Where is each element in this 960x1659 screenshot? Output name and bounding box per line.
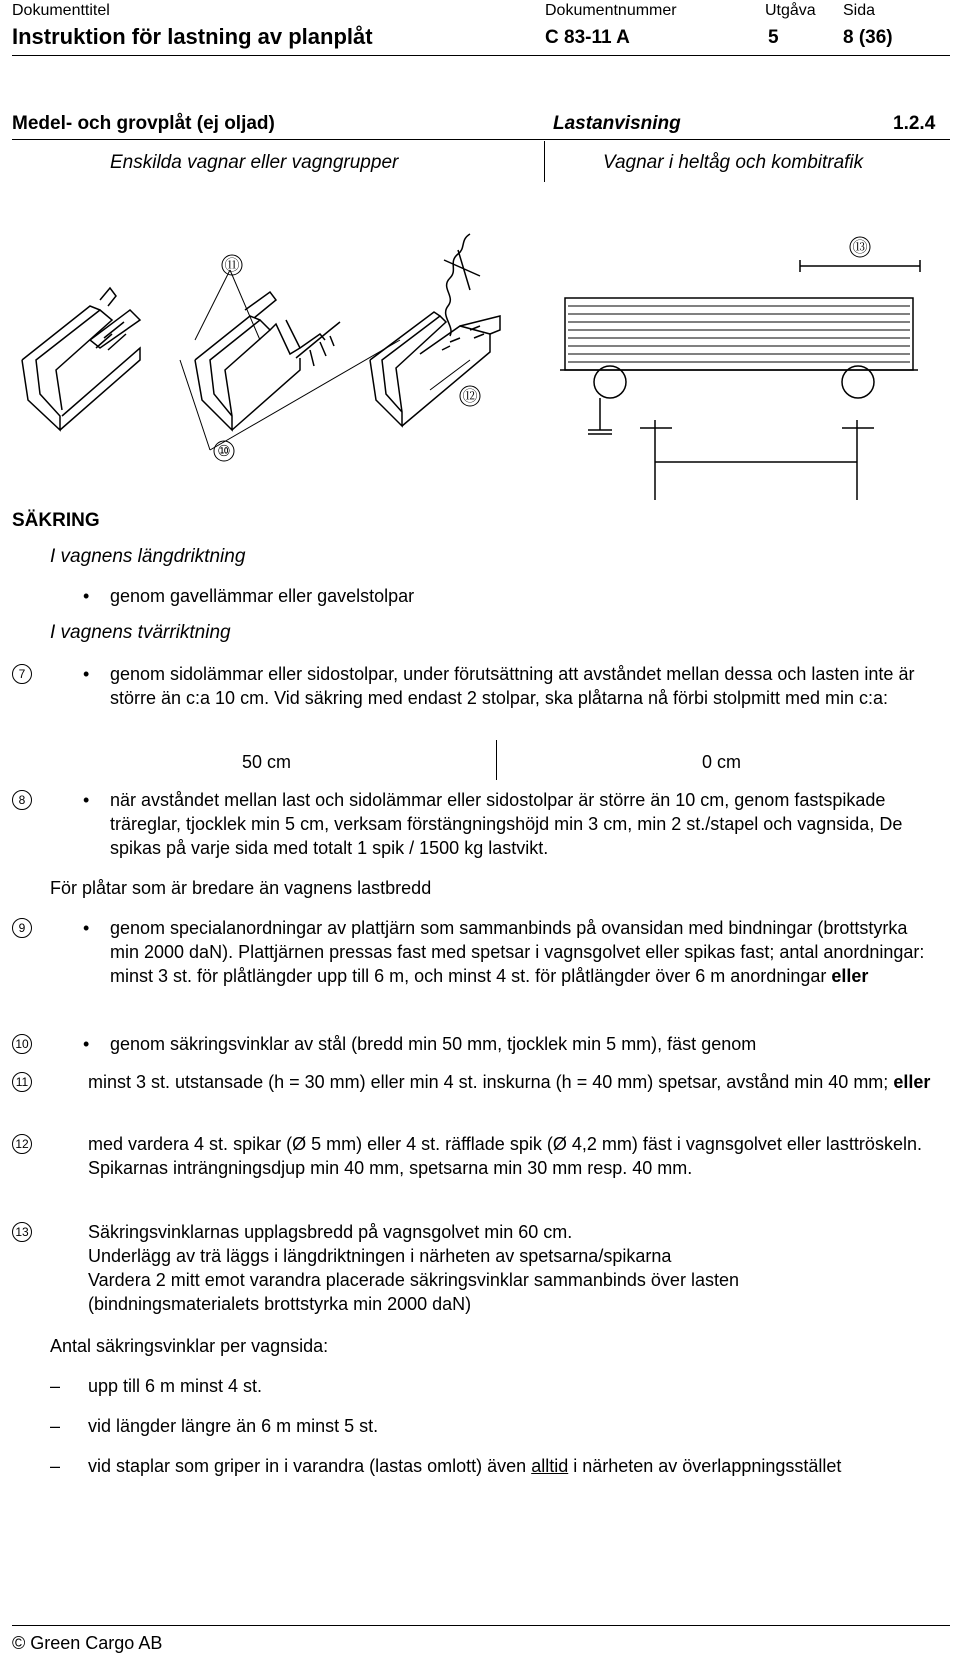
dash: –: [50, 1456, 61, 1476]
copyright: © Green Cargo AB: [12, 1633, 163, 1653]
doc-title-label: Dokumenttitel: [12, 2, 110, 19]
marker-9: 9: [12, 918, 32, 938]
instruction-title: Lastanvisning: [553, 113, 681, 134]
dash-item-1: upp till 6 m minst 4 st.: [88, 1376, 263, 1396]
bullet: •: [83, 586, 90, 606]
caption-divider: [544, 141, 545, 182]
marker-11-label: ⑪: [224, 257, 240, 274]
value-divider: [496, 740, 497, 780]
dash: –: [50, 1376, 61, 1396]
item-10-text: genom säkringsvinklar av stål (bredd min 50 mm, tjocklek min 5 mm), fäst genom: [110, 1034, 757, 1054]
marker-12: 12: [12, 1134, 32, 1154]
item-13-line: (bindningsmaterialets brottstyrka min 2000 daN): [88, 1294, 472, 1314]
marker-10: 10: [12, 1034, 32, 1054]
page-number: 8 (36): [843, 27, 893, 48]
doc-number-label: Dokumentnummer: [545, 2, 677, 19]
marker-10-label: ⑩: [217, 443, 231, 460]
page-label: Sida: [843, 2, 876, 19]
marker-7: 7: [12, 664, 32, 684]
footer-divider: [12, 1625, 950, 1626]
bullet: •: [83, 918, 90, 938]
bullet: •: [83, 664, 90, 684]
dash-item-2: vid längder längre än 6 m minst 5 st.: [88, 1416, 379, 1436]
right-caption: Vagnar i heltåg och kombitrafik: [603, 152, 864, 173]
wagon-sketch: [560, 260, 920, 500]
count-label: Antal säkringsvinklar per vagnsida:: [50, 1336, 329, 1356]
securing-angle-sketch-1: [22, 288, 140, 430]
left-value: 50 cm: [242, 752, 292, 772]
transverse-label: I vagnens tvärriktning: [50, 622, 231, 643]
securing-angle-sketch-3: [370, 234, 500, 426]
section-number: 1.2.4: [893, 113, 936, 134]
item-13-line: Säkringsvinklarnas upplagsbredd på vagnsgolvet min 60 cm.: [88, 1222, 573, 1242]
doc-title: Instruktion för lastning av planplåt: [12, 24, 373, 49]
dash-item-3: vid staplar som griper in i varandra (lastas omlott) även alltid i närheten av överlappningsstället: [88, 1456, 842, 1476]
section-divider: [12, 139, 950, 140]
bullet: •: [83, 790, 90, 810]
header-divider: [12, 55, 950, 56]
longitudinal-label: I vagnens längdriktning: [50, 546, 246, 567]
item-8-text: när avståndet mellan last och sidolämmar eller sidostolpar är större än 10 cm, genom fastspikade träreglar, tjocklek min 5 cm, verksam förstängningshöjd min 3 cm, min 2 st./stapel och vagnsida, De spikas på varje sida med totalt 1 spik / 1500 kg lastvikt.: [110, 790, 903, 858]
product-title: Medel- och grovplåt (ej oljad): [12, 113, 275, 134]
securing-angle-sketch-2: [195, 292, 340, 430]
edition-label: Utgåva: [765, 2, 816, 19]
wide-plates-label: För plåtar som är bredare än vagnens lastbredd: [50, 878, 432, 898]
dash-item-3-underline: alltid: [531, 1456, 569, 1476]
marker-13-label: ⑬: [852, 239, 868, 256]
marker-8: 8: [12, 790, 32, 810]
securing-illustration: [0, 230, 960, 500]
item-11-bold: eller: [893, 1072, 931, 1092]
item-9-text: genom specialanordningar av plattjärn som sammanbinds på ovansidan med bindningar (brottstyrka min 2000 daN). Plattjärnen pressas fast med spetsar i vagnsgolvet eller spikas fast; antal anordningar: minst 3 st. för plåtlängder upp till 6 m, och minst 4 st. för plåtlängder över 6 m anordningar eller: [110, 918, 925, 986]
item-11-text: minst 3 st. utstansade (h = 30 mm) eller min 4 st. inskurna (h = 40 mm) spetsar, avstånd min 40 mm; eller: [88, 1072, 931, 1092]
item-7-text: genom sidolämmar eller sidostolpar, under förutsättning att avståndet mellan dessa och lasten inte är större än c:a 10 cm. Vid säkring med endast 2 stolpar, ska plåtarna nå förbi stolpmitt med min c:a:: [110, 664, 915, 708]
item-12-text: med vardera 4 st. spikar (Ø 5 mm) eller 4 st. räfflade spik (Ø 4,2 mm) fäst i vagnsgolvet eller lasttröskeln. Spikarnas inträngningsdjup min 40 mm, spetsarna min 30 mm resp. 40 mm.: [88, 1134, 922, 1178]
marker-12-label: ⑫: [462, 388, 478, 405]
item-13-line: Vardera 2 mitt emot varandra placerade säkringsvinklar sammanbinds över lasten: [88, 1270, 739, 1290]
longitudinal-item: genom gavellämmar eller gavelstolpar: [110, 586, 415, 606]
item-13-text: [88, 1220, 938, 1316]
right-value: 0 cm: [702, 752, 742, 772]
left-caption: Enskilda vagnar eller vagngrupper: [110, 152, 399, 173]
marker-11: 11: [12, 1072, 32, 1092]
item-13-line: Underlägg av trä läggs i längdriktningen i närheten av spetsarna/spikarna: [88, 1246, 672, 1266]
bullet: •: [83, 1034, 90, 1054]
dash: –: [50, 1416, 61, 1436]
edition: 5: [768, 27, 779, 48]
doc-number: C 83-11 A: [545, 27, 630, 48]
item-9-bold: eller: [831, 966, 869, 986]
securing-title: SÄKRING: [12, 510, 100, 531]
marker-13: 13: [12, 1222, 32, 1242]
